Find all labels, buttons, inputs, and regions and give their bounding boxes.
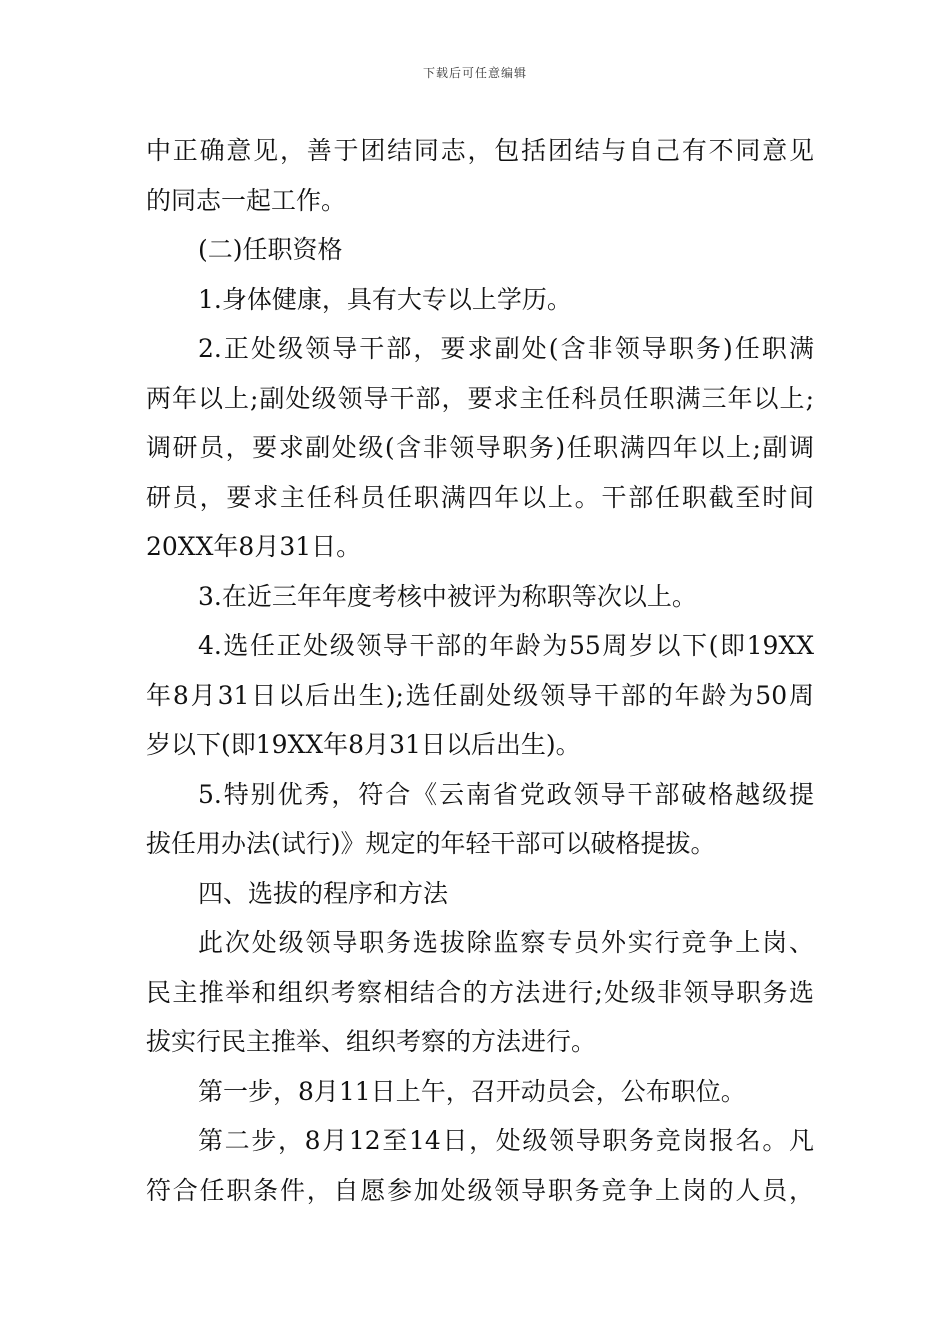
text-line: 拔任用办法(试行)》规定的年轻干部可以破格提拔。 bbox=[146, 829, 716, 858]
text-line: 20XX年8月31日。 bbox=[146, 532, 362, 561]
text-line: 年8月31日以后出生);选任副处级领导干部的年龄为50周 bbox=[146, 680, 814, 710]
text-line: 中正确意见，善于团结同志，包括团结与自己有不同意见 bbox=[146, 136, 814, 165]
section-heading: 四、选拔的程序和方法 bbox=[198, 878, 449, 908]
text-line: 的同志一起工作。 bbox=[146, 185, 347, 215]
text-line: 4.选任正处级领导干部的年龄为55周岁以下(即19XX bbox=[198, 631, 814, 660]
text-line: 调研员，要求副处级(含非领导职务)任职满四年以上;副调 bbox=[146, 433, 814, 462]
text-line: 研员，要求主任科员任职满四年以上。干部任职截至时间 bbox=[146, 482, 814, 512]
header-note: 下载后可任意编辑 bbox=[422, 66, 527, 80]
section-heading: (二)任职资格 bbox=[198, 235, 343, 264]
text-line: 1.身体健康，具有大专以上学历。 bbox=[198, 284, 572, 314]
text-line: 3.在近三年年度考核中被评为称职等次以上。 bbox=[198, 581, 697, 611]
text-line: 第二步，8月12至14日，处级领导职务竞岗报名。凡 bbox=[198, 1126, 814, 1155]
text-line: 两年以上;副处级领导干部，要求主任科员任职满三年以上; bbox=[146, 383, 814, 413]
text-line: 此次处级领导职务选拔除监察专员外实行竞争上岗、 bbox=[198, 928, 814, 957]
text-line: 拔实行民主推举、组织考察的方法进行。 bbox=[146, 1027, 597, 1056]
text-line: 第一步，8月11日上午，召开动员会，公布职位。 bbox=[198, 1076, 746, 1106]
text-line: 岁以下(即19XX年8月31日以后出生)。 bbox=[146, 730, 581, 759]
text-line: 2.正处级领导干部，要求副处(含非领导职务)任职满 bbox=[198, 334, 814, 363]
text-line: 5.特别优秀，符合《云南省党政领导干部破格越级提 bbox=[198, 779, 814, 809]
document-body bbox=[146, 126, 814, 1215]
text-line: 符合任职条件，自愿参加处级领导职务竞争上岗的人员， bbox=[146, 1175, 814, 1205]
text-line: 民主推举和组织考察相结合的方法进行;处级非领导职务选 bbox=[146, 977, 814, 1007]
